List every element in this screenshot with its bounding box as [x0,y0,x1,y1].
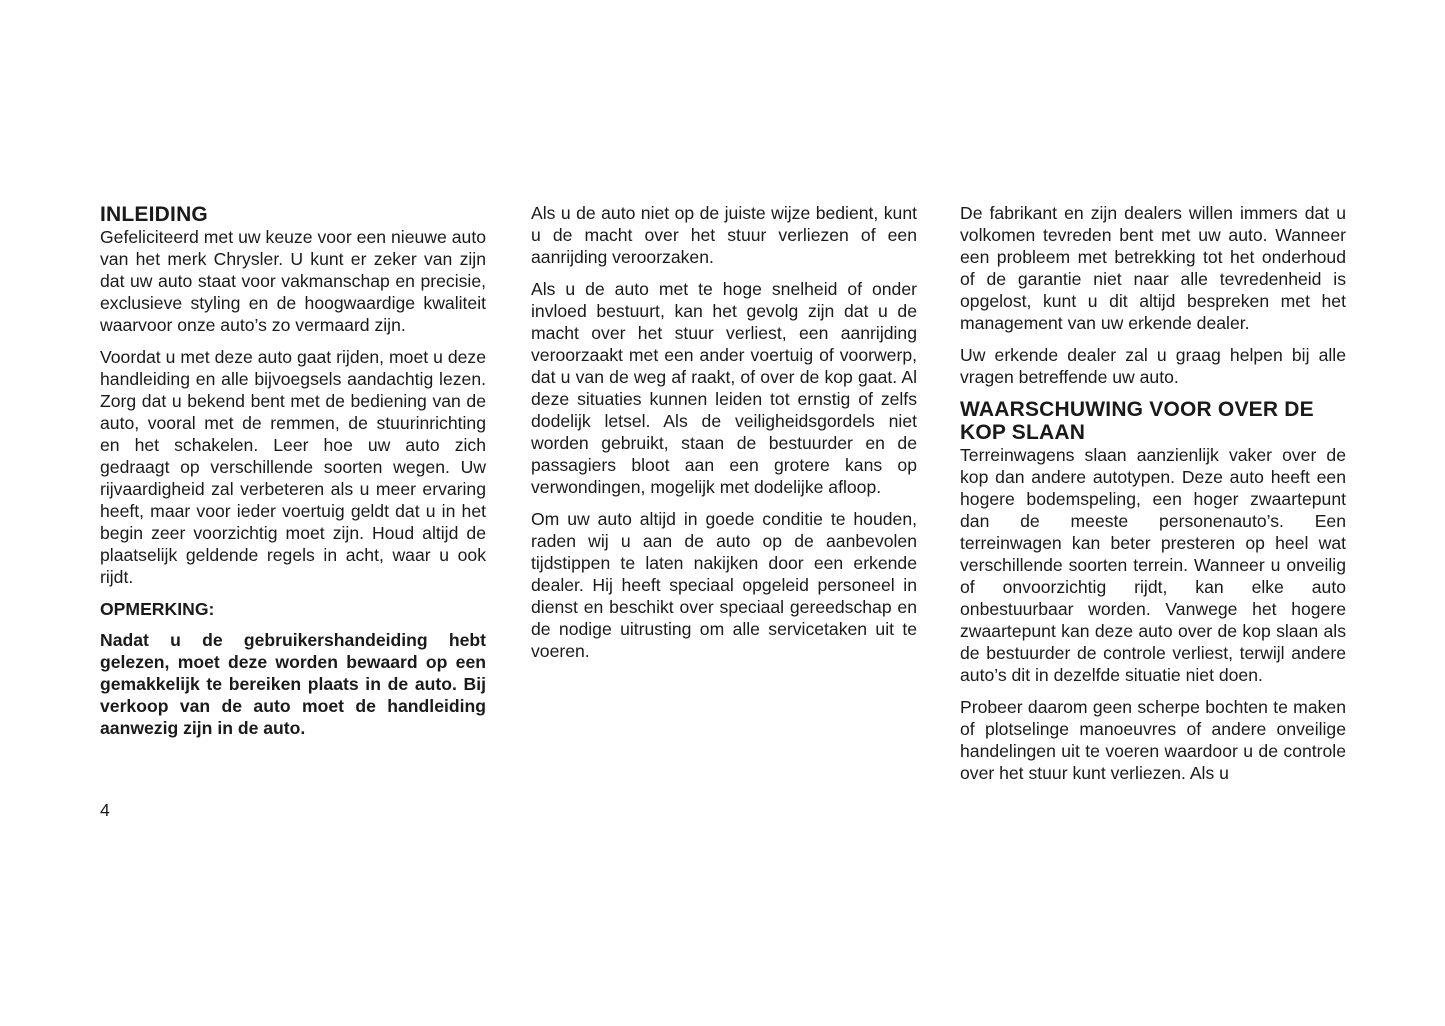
paragraph-speed-influence: Als u de auto met te hoge snelheid of onder invloed bestuurt, kan het gevolg zijn dat u de macht over het stuur verliest, een aanrijding veroorzaakt met een ander voertuig of voorwerp, dat u van de weg af raakt, of over de kop gaat. Al deze situaties kunnen leiden tot ernstig of zelfs dodelijk letsel. Als de veiligheidsgordels niet worden gebruikt, staan de bestuurder en de passagiers bloot aan een grotere kans op verwondingen, mogelijk met dodelijke afloop. [531,279,917,497]
paragraph-incorrect-operation: Als u de auto niet op de juiste wijze bedient, kunt u de macht over het stuur verliezen of een aanrijding veroorzaken. [531,203,917,267]
paragraph-dealer-help: Uw erkende dealer zal u graag helpen bij alle vragen betreffende uw auto. [960,345,1346,387]
note-text: Nadat u de gebruikershandeiding hebt gelezen, moet deze worden bewaard op een gemakkelijk te bereiken plaats in de auto. Bij verkoop van de auto moet de handleiding aanwezig zijn in de auto. [100,630,486,738]
paragraph-maintenance: Om uw auto altijd in goede conditie te houden, raden wij u aan de auto op de aanbevolen tijdstippen te laten nakijken door een erkende dealer. Hij heeft speciaal opgeleid personeel in dienst en beschikt over speciaal gereedschap en de nodige uitrusting om alle servicetaken uit te voeren. [531,509,917,661]
column-right [960,202,1346,794]
page-number: 4 [100,800,110,820]
paragraph-avoid-sharp-turns: Probeer daarom geen scherpe bochten te maken of plotselinge manoeuvres of andere onveilige handelingen uit te voeren waardoor u de controle over het stuur kunt verliezen. Als u [960,697,1346,783]
column-middle [531,202,917,672]
section-heading-rollover-warning: WAARSCHUWING VOOR OVER DE KOP SLAAN [960,398,1314,444]
paragraph-rollover-risk: Terreinwagens slaan aanzienlijk vaker over de kop dan andere autotypen. Deze auto heeft een hogere bodemspeling, een hoger zwaartepunt dan de meeste personenauto’s. Een terreinwagen kan beter presteren op heel wat verschillende soorten terrein. Wanneer u onveilig of onvoorzichtig rijdt, kan elke auto onbestuurbaar worden. Vanwege het hogere zwaartepunt kan deze auto over de kop slaan als de bestuurder de controle verliest, terwijl andere auto’s dit in dezelfde situatie niet doen. [960,445,1346,685]
paragraph-intro-congratulations: Gefeliciteerd met uw keuze voor een nieuwe auto van het merk Chrysler. U kunt er zeker van zijn dat uw auto staat voor vakmanschap en precisie, exclusieve styling en de hoogwaardige kwaliteit waarvoor onze auto’s zo vermaard zijn. [100,227,486,335]
section-heading-inleiding: INLEIDING [100,203,208,226]
paragraph-intro-before-driving: Voordat u met deze auto gaat rijden, moet u deze handleiding en alle bijvoegsels aandachtig lezen. Zorg dat u bekend bent met de bediening van de auto, vooral met de remmen, de stuurinrichting en het schakelen. Leer hoe uw auto zich gedraagt op verschillende soorten wegen. Uw rijvaardigheid zal verbeteren als u meer ervaring heeft, maar voor ieder voertuig geldt dat u in het begin zeer voorzichtig moet zijn. Houd altijd de plaatselijk geldende regels in acht, waar u ook rijdt. [100,347,486,587]
column-left [100,202,486,749]
paragraph-manufacturer-dealers: De fabrikant en zijn dealers willen immers dat u volkomen tevreden bent met uw auto. Wanneer een probleem met betrekking tot het onderhoud of de garantie niet naar alle tevredenheid is opgelost, kunt u dit altijd bespreken met het management van uw erkende dealer. [960,203,1346,333]
note-label: OPMERKING: [100,599,215,619]
